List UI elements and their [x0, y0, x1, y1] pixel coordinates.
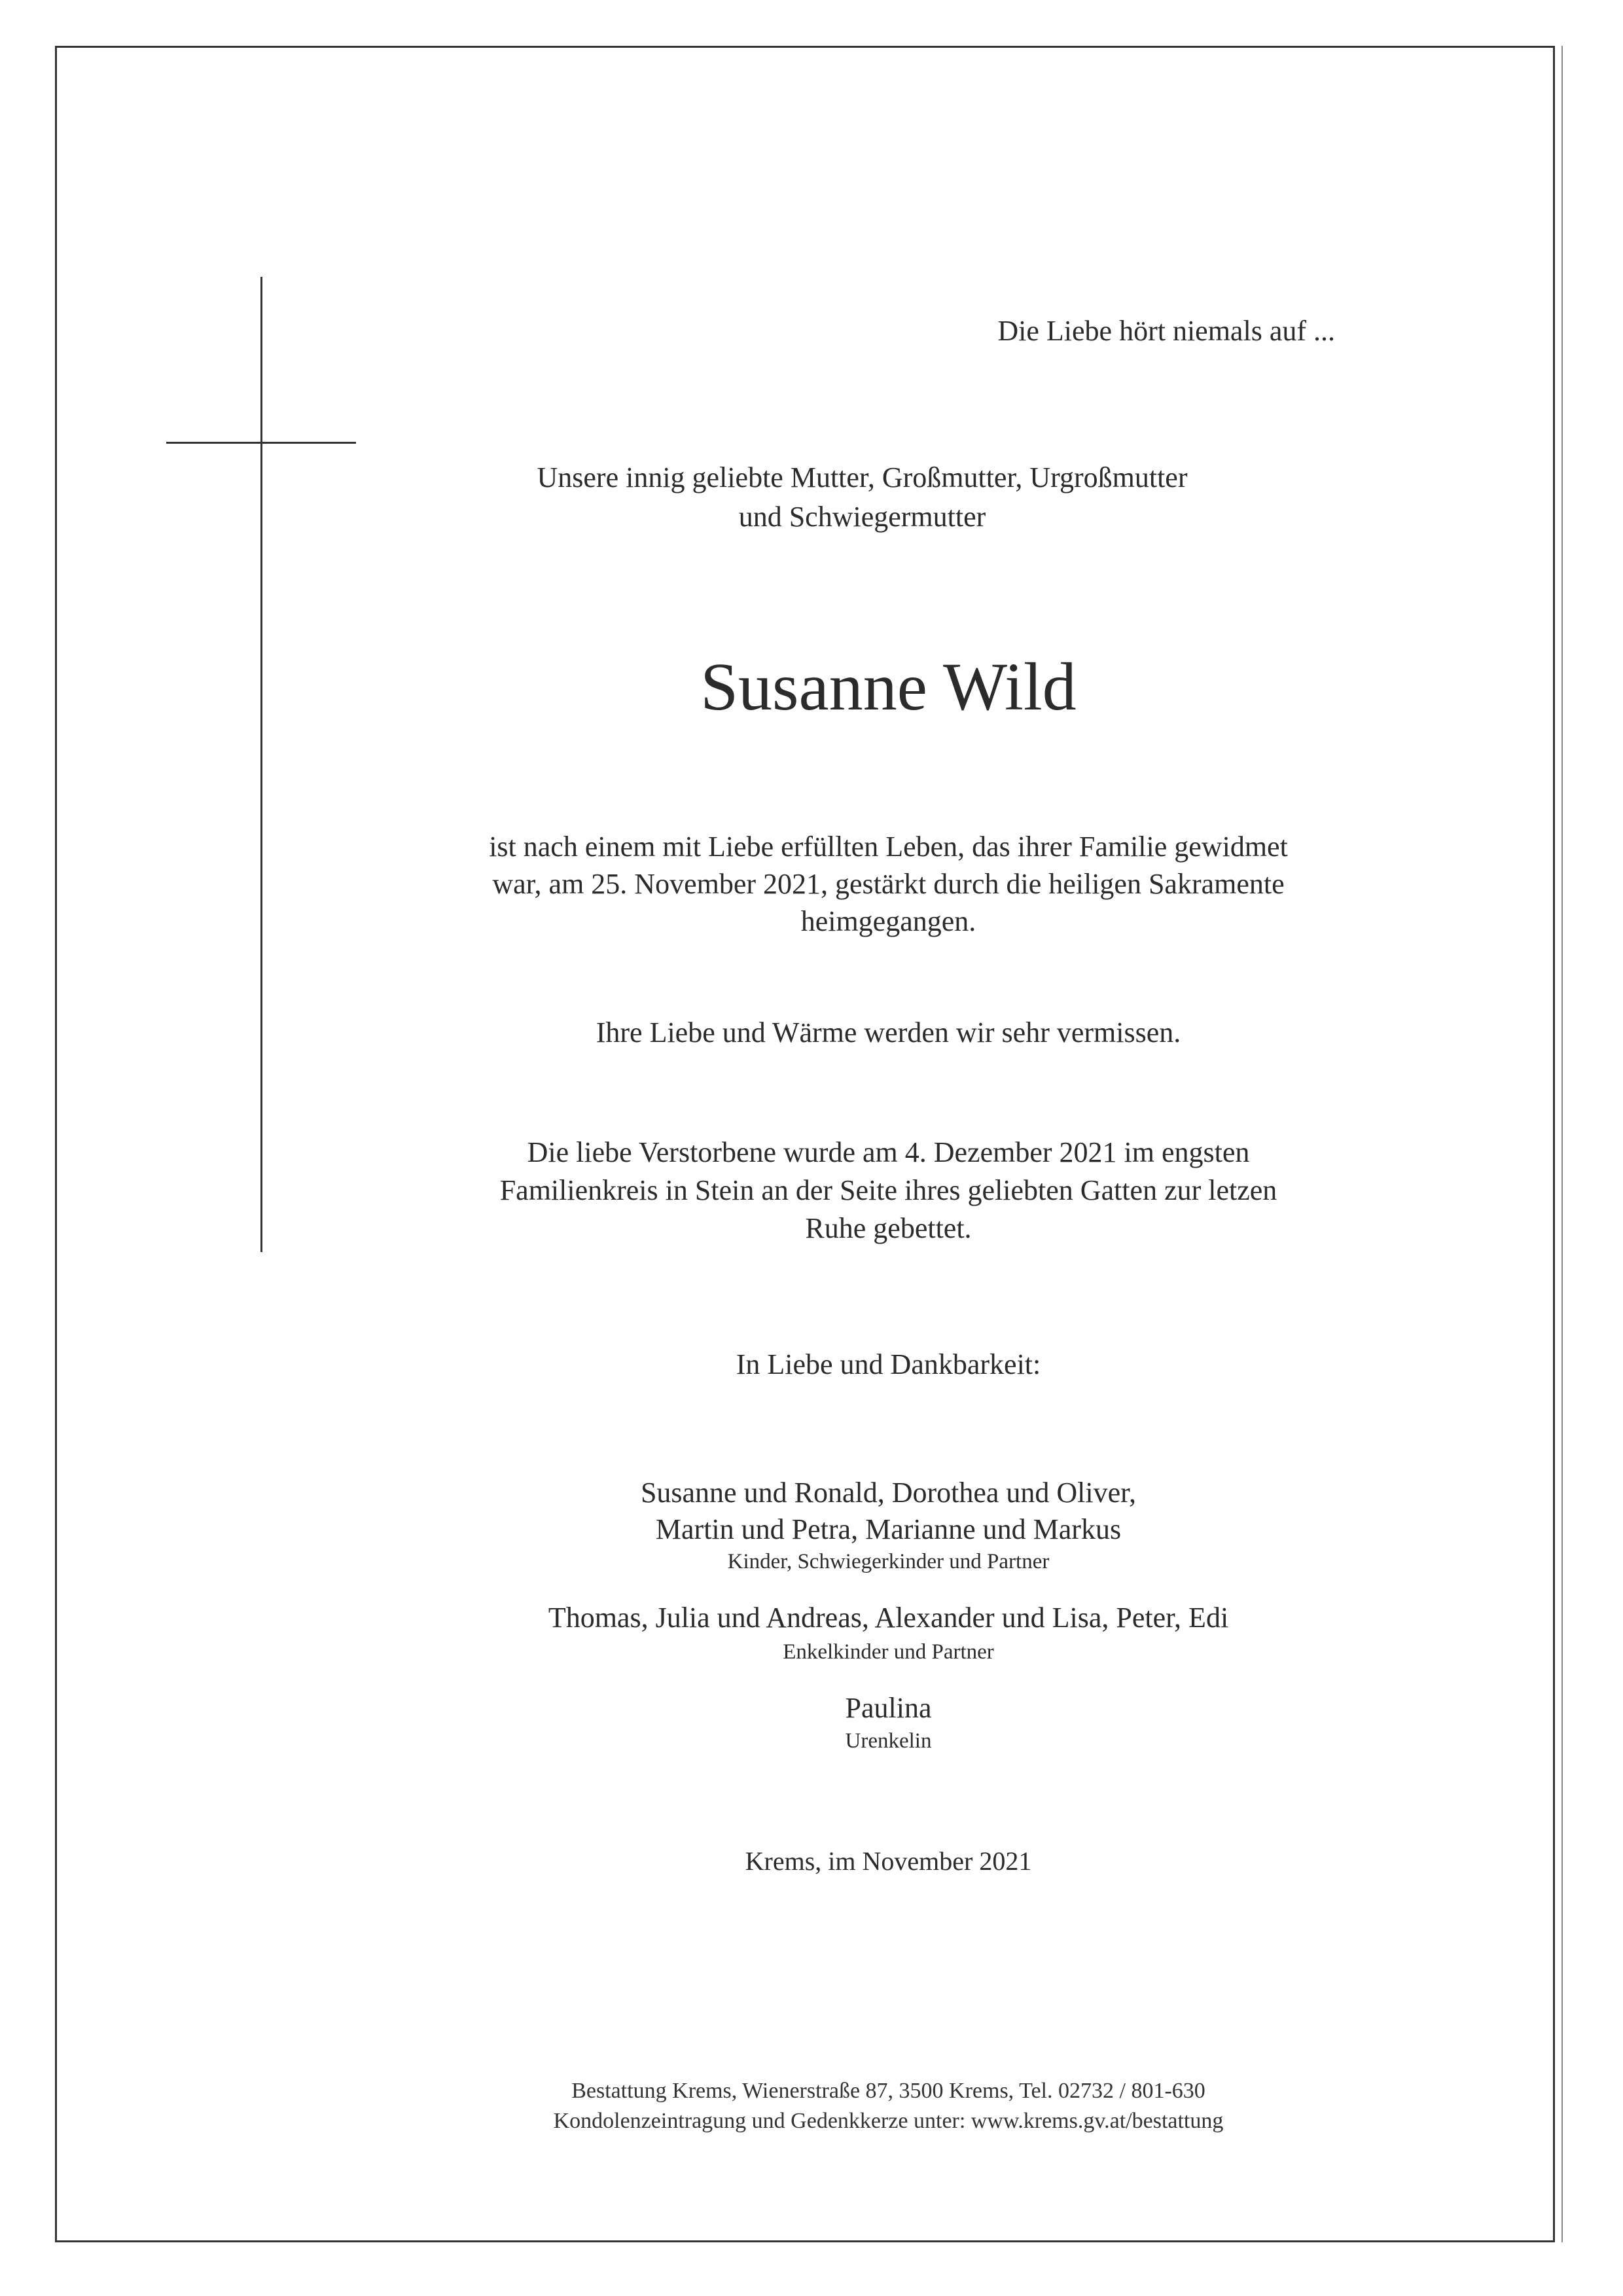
children-label: Kinder, Schwiegerkinder und Partner	[727, 1550, 1050, 1573]
passing-line: heimgegangen.	[800, 905, 976, 937]
children-names	[164, 1475, 1613, 1548]
passing-line: war, am 25. November 2021, gestärkt durch die heiligen Sakramente	[492, 868, 1285, 900]
burial-line: Ruhe gebettet.	[805, 1212, 972, 1244]
children-line: Martin und Petra, Marianne und Markus	[655, 1513, 1122, 1545]
burial-line: Die liebe Verstorbene wurde am 4. Dezember 2021 im engsten	[527, 1136, 1250, 1168]
grandchildren-names: Thomas, Julia und Andreas, Alexander und Lisa, Peter, Edi	[548, 1602, 1229, 1634]
passing-text	[164, 828, 1613, 940]
intro-line: und Schwiegermutter	[738, 501, 986, 533]
cross-icon-horizontal-bar	[166, 442, 356, 444]
burial-text	[164, 1134, 1613, 1247]
footer-line: Kondolenzeintragung und Gedenkkerze unter: www.krems.gv.at/bestattung	[553, 2109, 1224, 2133]
burial-line: Familienkreis in Stein an der Seite ihres geliebten Gatten zur letzen	[499, 1174, 1277, 1206]
great-grandchildren-names: Paulina	[845, 1692, 932, 1724]
cross-icon-vertical-bar	[260, 277, 262, 1252]
grandchildren-label: Enkelkinder und Partner	[783, 1640, 994, 1664]
great-grandchildren-label: Urenkelin	[845, 1729, 932, 1753]
footer-line: Bestattung Krems, Wienerstraße 87, 3500 Krems, Tel. 02732 / 801-630	[571, 2079, 1205, 2103]
thanks-text: In Liebe und Dankbarkeit:	[736, 1348, 1041, 1380]
place-date: Krems, im November 2021	[745, 1846, 1032, 1876]
deceased-name: Susanne Wild	[700, 649, 1077, 725]
passing-line: ist nach einem mit Liebe erfüllten Leben, das ihrer Familie gewidmet	[489, 831, 1288, 863]
motto: Die Liebe hört niemals auf ...	[997, 315, 1335, 347]
funeral-home-footer	[164, 2076, 1613, 2136]
remembrance-text: Ihre Liebe und Wärme werden wir sehr vermissen.	[596, 1016, 1181, 1049]
children-line: Susanne und Ronald, Dorothea und Oliver,	[640, 1477, 1137, 1509]
intro-line: Unsere innig geliebte Mutter, Großmutter, Urgroßmutter	[537, 461, 1188, 493]
intro-text	[137, 458, 1587, 537]
